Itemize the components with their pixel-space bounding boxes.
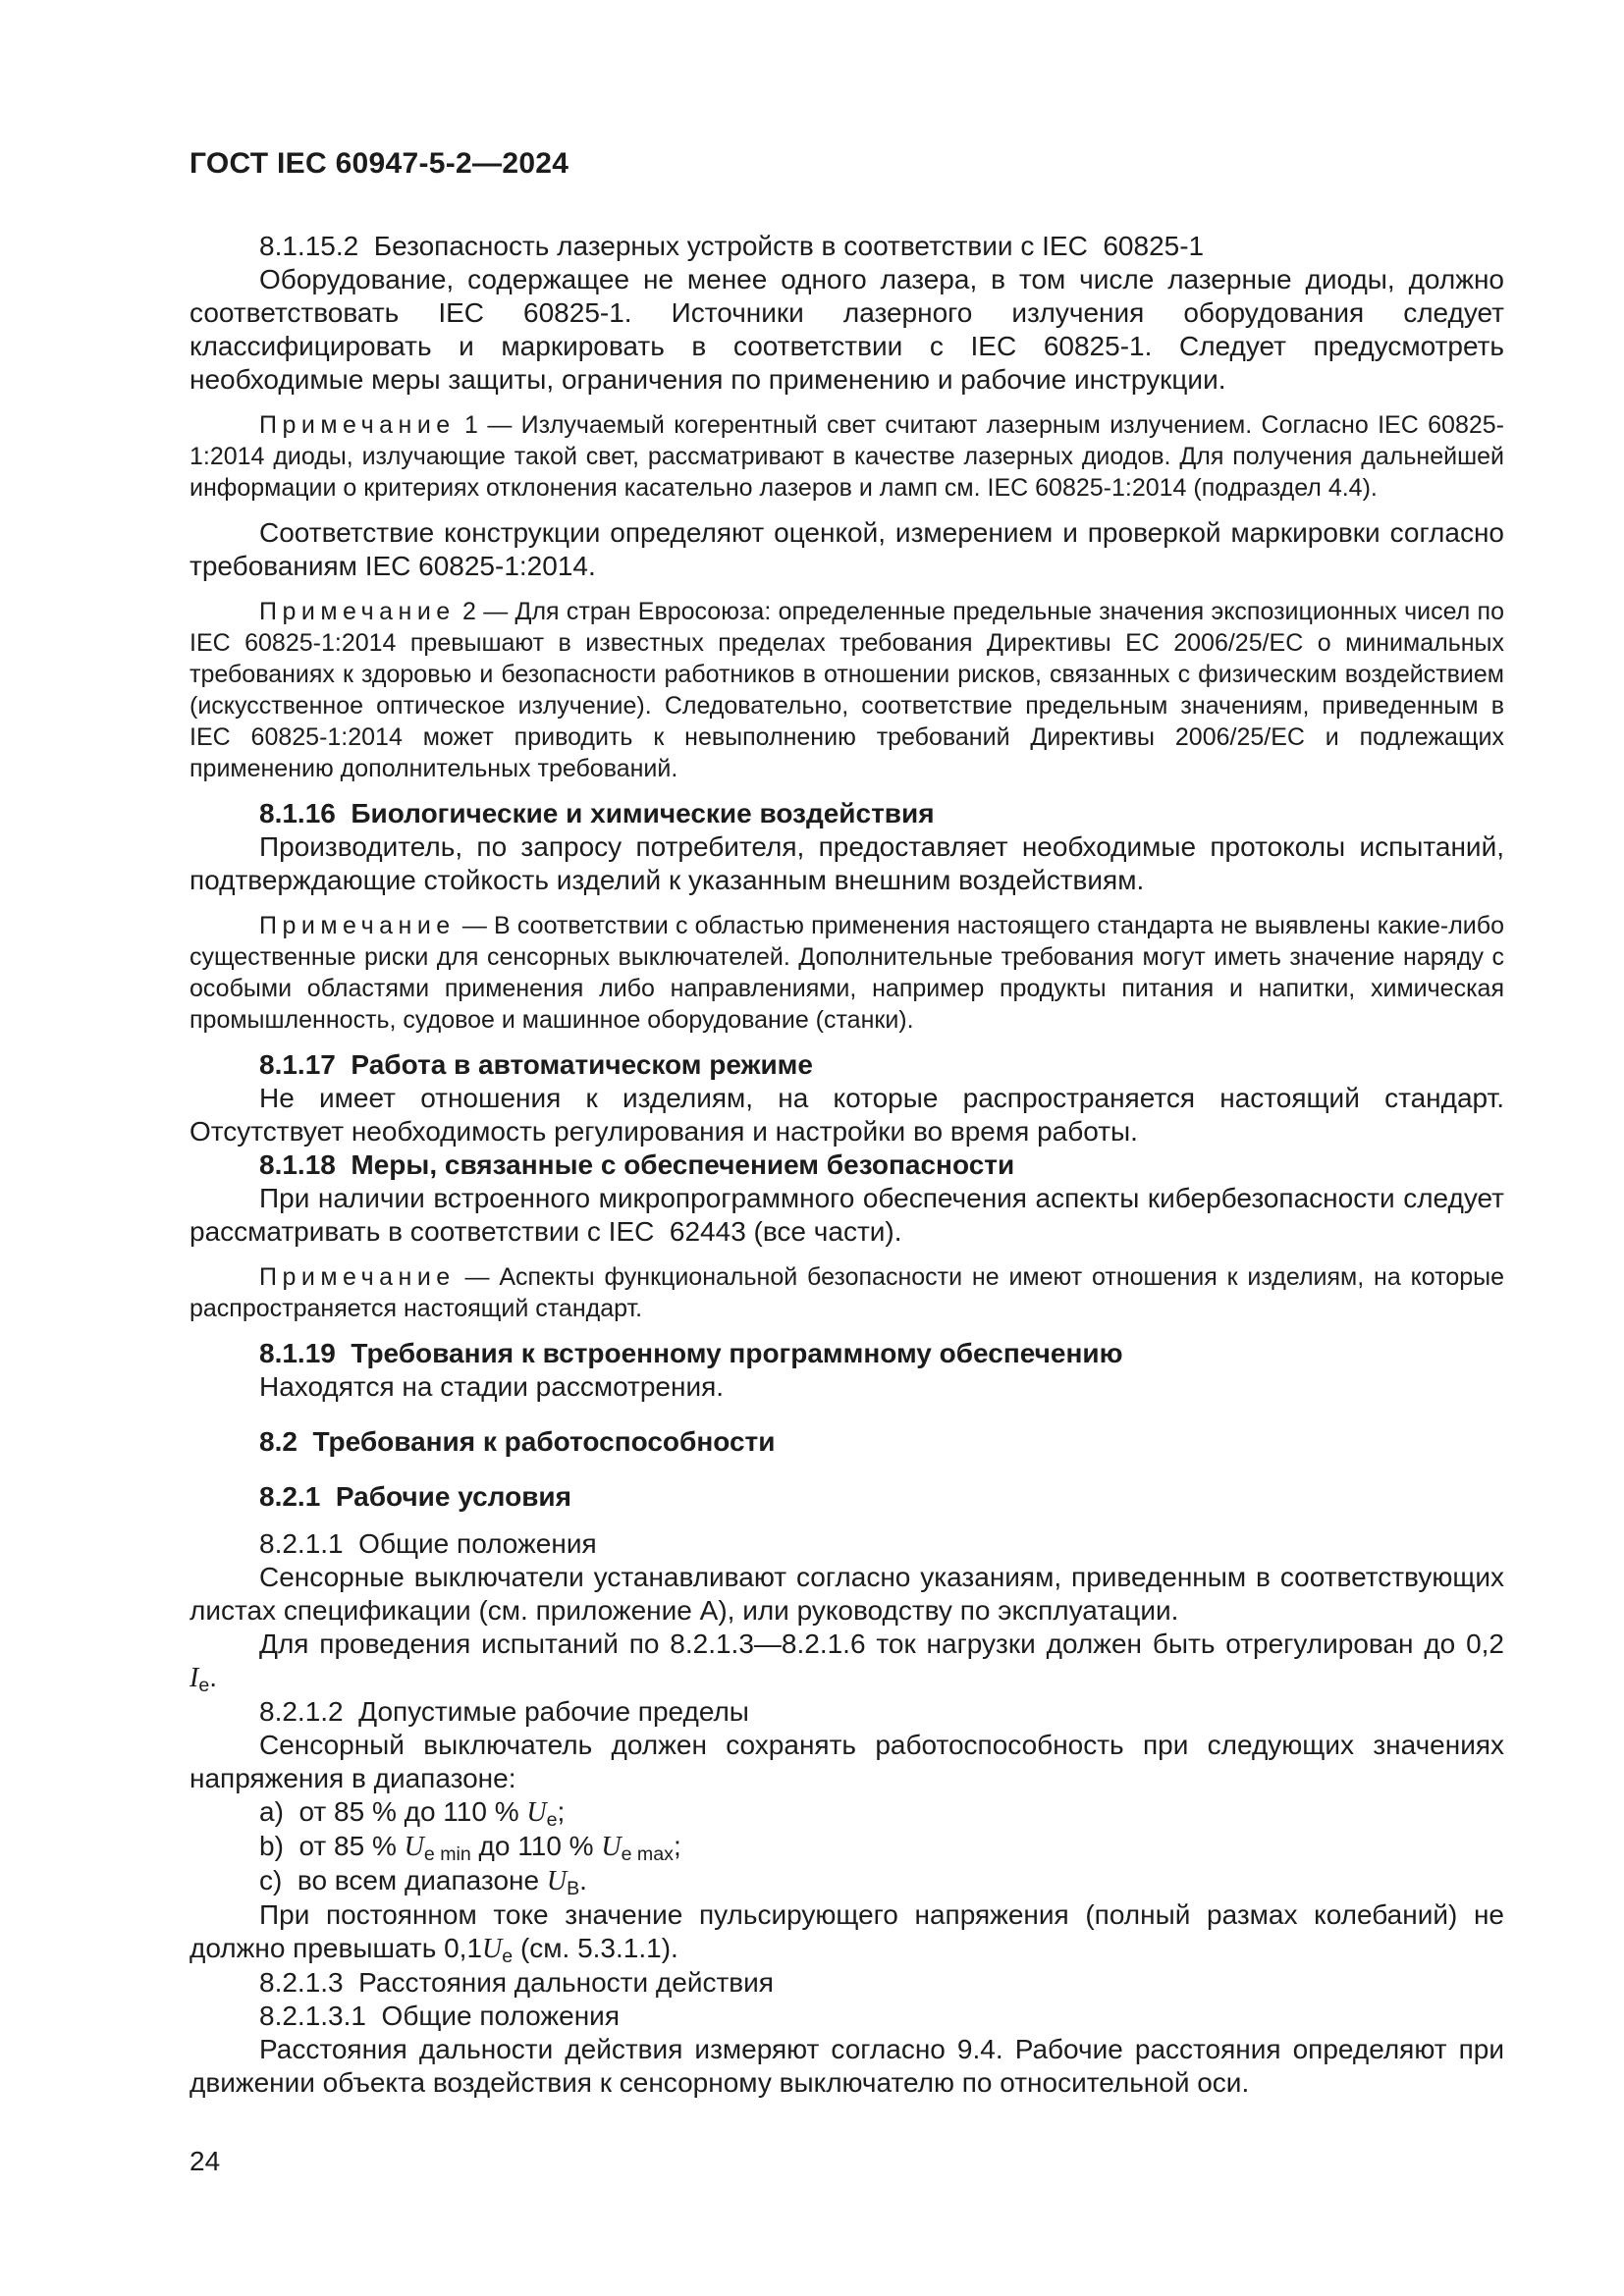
- note: Примечание — Аспекты функциональной безопасности не имеют отношения к изделиям, на которые распространяется настоящий стандарт.: [189, 1263, 1504, 1322]
- paragraph: Находятся на стадии рассмотрения.: [259, 1371, 725, 1402]
- paragraph: Соответствие конструкции определяют оценкой, измерением и проверкой маркировки согласно требованиям IEC 60825-1:2014.: [189, 517, 1504, 581]
- clause-heading: 8.2.1.3.1 Общие положения: [259, 2001, 620, 2031]
- note-label: Примечание: [259, 912, 456, 939]
- note-label: Примечание: [259, 598, 456, 625]
- variable: U: [404, 1832, 424, 1862]
- subscript: B: [567, 1878, 580, 1900]
- paragraph: Оборудование, содержащее не менее одного лазера, в том числе лазерные диоды, должно соответствовать IEC 60825-1. Источники лазерного излучения оборудования следует классифицировать и маркировать в соответствии с IEC 60825-1. Следует предусмотреть необходимые меры защиты, ограничения по применению и рабочие инструкции.: [189, 264, 1504, 395]
- note: Примечание — В соответствии с областью применения настоящего стандарта не выявлены какие-либо существенные риски для сенсорных выключателей. Дополнительные требования могут иметь значение наряду с особыми областями применения либо направлениями, например продукты питания и напитки, химическая промышленность, судовое и машинное оборудование (станки).: [189, 912, 1504, 1034]
- note: Примечание 2 — Для стран Евросоюза: определенные предельные значения экспозиционных чисел по IEC 60825-1:2014 превышают в известных пределах требования Директивы ЕС 2006/25/ЕС о минимальных требованиях к здоровью и безопасности работников в отношении рисков, связанных с физическим воздействием (искусственное оптическое излучение). Следовательно, соответствие предельным значениям, приведенным в IEC 60825-1:2014 может приводить к невыполнению требований Директивы 2006/25/ЕС и подлежащих применению дополнительных требований.: [189, 598, 1504, 782]
- list-item: a) от 85 % до 110 % $U_e$;: [259, 1796, 566, 1832]
- note-label: Примечание: [259, 411, 456, 439]
- list-item: b) от 85 % $U_{e min}$ до 110 % $U_{e max}$;: [259, 1831, 681, 1866]
- paragraph: Сенсорный выключатель должен сохранять работоспособность при следующих значениях напряжения в диапазоне:: [189, 1730, 1504, 1793]
- paragraph: Не имеет отношения к изделиям, на которые распространяется настоящий стандарт. Отсутствует необходимость регулирования и настройки во время работы.: [189, 1083, 1504, 1147]
- clause-heading-bold: 8.1.16 Биологические и химические воздействия: [259, 798, 935, 828]
- clause-heading: 8.2.1.2 Допустимые рабочие пределы: [259, 1696, 749, 1727]
- paragraph: При наличии встроенного микропрограммного обеспечения аспекты кибербезопасности следует рассматривать в соответствии с IEC 62443 (все части).: [189, 1183, 1504, 1247]
- list-item: c) во всем диапазоне $U_B$.: [259, 1865, 587, 1900]
- page-number: 24: [189, 2146, 221, 2176]
- variable: U: [601, 1832, 622, 1862]
- variable: U: [526, 1797, 547, 1828]
- clause-heading-bold: 8.1.18 Меры, связанные с обеспечением безопасности: [259, 1149, 1015, 1180]
- page-header: ГОСТ IEC 60947-5-2—2024: [189, 147, 569, 180]
- subscript: e: [198, 1675, 210, 1697]
- document-body: [189, 230, 1504, 2100]
- paragraph: Сенсорные выключатели устанавливают согласно указаниям, приведенным в соответствующих листах спецификации (см. приложение А), или руководству по эксплуатации.: [189, 1562, 1504, 1626]
- clause-heading: 8.2.1.3 Расстояния дальности действия: [259, 1967, 774, 1998]
- section-heading: 8.2 Требования к работоспособности: [259, 1426, 776, 1457]
- note: Примечание 1 — Излучаемый когерентный свет считают лазерным излучением. Согласно IEC 60825-1:2014 диоды, излучающие такой свет, рассматривают в качестве лазерных диодов. Для получения дальнейшей информации о критериях отклонения касательно лазеров и ламп см. IEC 60825-1:2014 (подраздел 4.4).: [189, 411, 1504, 502]
- variable: U: [482, 1934, 503, 1964]
- variable: U: [546, 1866, 568, 1896]
- clause-heading: 8.1.15.2 Безопасность лазерных устройств в соответствии с IEC 60825-1: [259, 231, 1205, 261]
- paragraph: Для проведения испытаний по 8.2.1.3—8.2.1.6 ток нагрузки должен быть отрегулирован до 0,2 $I_e$.: [189, 1629, 1504, 1697]
- note-label: Примечание: [259, 1263, 456, 1291]
- subscript: e max: [621, 1843, 674, 1866]
- clause-heading: 8.2.1.1 Общие положения: [259, 1528, 597, 1559]
- subscript: e min: [423, 1843, 471, 1866]
- clause-heading-bold: 8.1.19 Требования к встроенному программному обеспечению: [259, 1338, 1123, 1368]
- section-heading: 8.2.1 Рабочие условия: [259, 1481, 571, 1512]
- paragraph: При постоянном токе значение пульсирующего напряжения (полный размах колебаний) не должно превышать $0,1U_e$ (см. 5.3.1.1).: [189, 1899, 1504, 1968]
- subscript: e: [546, 1809, 558, 1832]
- subscript: e: [502, 1946, 514, 1968]
- clause-heading-bold: 8.1.17 Работа в автоматическом режиме: [259, 1049, 813, 1080]
- variable: I: [189, 1663, 199, 1693]
- paragraph: Производитель, по запросу потребителя, предоставляет необходимые протоколы испытаний, подтверждающие стойкость изделий к указанным внешним воздействиям.: [189, 831, 1504, 895]
- paragraph: Расстояния дальности действия измеряют согласно 9.4. Рабочие расстояния определяют при движении объекта воздействия к сенсорному выключателю по относительной оси.: [189, 2034, 1504, 2098]
